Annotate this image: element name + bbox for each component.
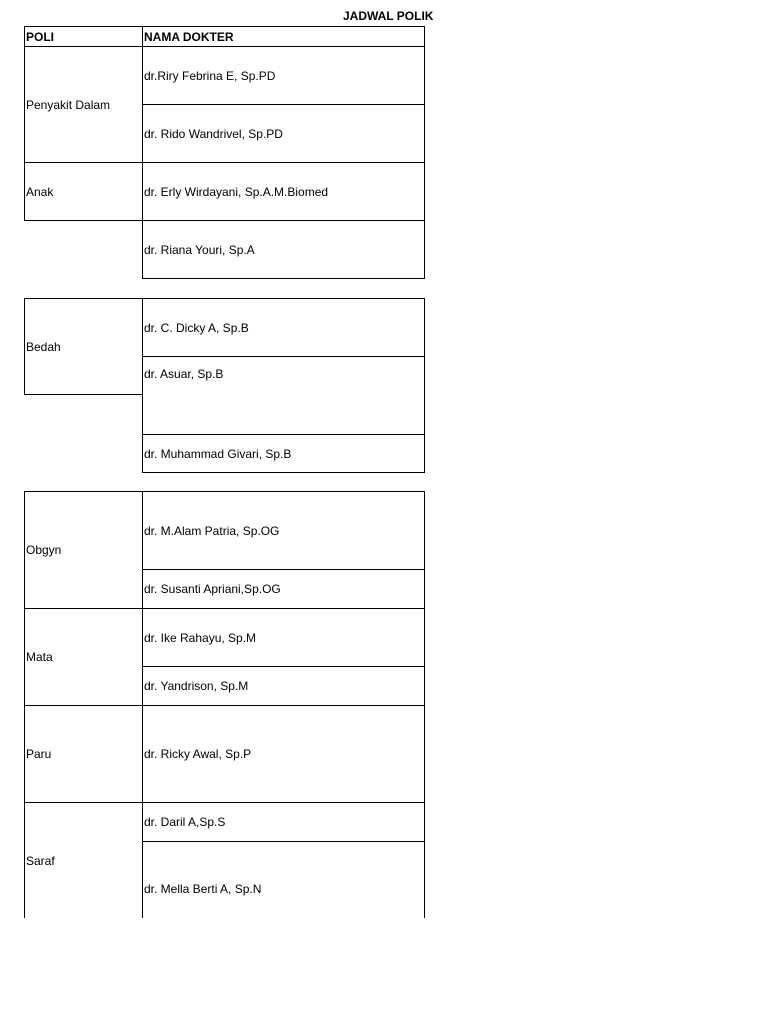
poli-paru: Paru bbox=[24, 705, 143, 803]
doctor-row: dr. Rido Wandrivel, Sp.PD bbox=[142, 104, 425, 163]
doctor-row: dr. C. Dicky A, Sp.B bbox=[142, 298, 425, 357]
doctor-row: dr. Muhammad Givari, Sp.B bbox=[142, 434, 425, 473]
page-title: JADWAL POLIK bbox=[343, 9, 434, 23]
doctor-row: dr. Asuar, Sp.B bbox=[142, 356, 425, 435]
doctor-row: dr. Ricky Awal, Sp.P bbox=[142, 705, 425, 803]
doctor-row: dr. Susanti Apriani,Sp.OG bbox=[142, 569, 425, 609]
poli-obgyn: Obgyn bbox=[24, 491, 143, 609]
poli-bedah: Bedah bbox=[24, 298, 143, 395]
doctor-row: dr. Mella Berti A, Sp.N bbox=[142, 841, 425, 918]
header-nama-dokter: NAMA DOKTER bbox=[142, 26, 425, 47]
poli-penyakit-dalam: Penyakit Dalam bbox=[24, 46, 143, 163]
doctor-row: dr.Riry Febrina E, Sp.PD bbox=[142, 46, 425, 105]
doctor-row: dr. Yandrison, Sp.M bbox=[142, 666, 425, 706]
doctor-row: dr. Riana Youri, Sp.A bbox=[142, 220, 425, 279]
doctor-row: dr. Ike Rahayu, Sp.M bbox=[142, 608, 425, 667]
doctor-row: dr. Erly Wirdayani, Sp.A.M.Biomed bbox=[142, 162, 425, 221]
poli-saraf: Saraf bbox=[24, 802, 143, 918]
doctor-row: dr. M.Alam Patria, Sp.OG bbox=[142, 491, 425, 570]
header-poli: POLI bbox=[24, 26, 143, 47]
poli-mata: Mata bbox=[24, 608, 143, 706]
doctor-row: dr. Daril A,Sp.S bbox=[142, 802, 425, 842]
poli-anak: Anak bbox=[24, 162, 143, 221]
